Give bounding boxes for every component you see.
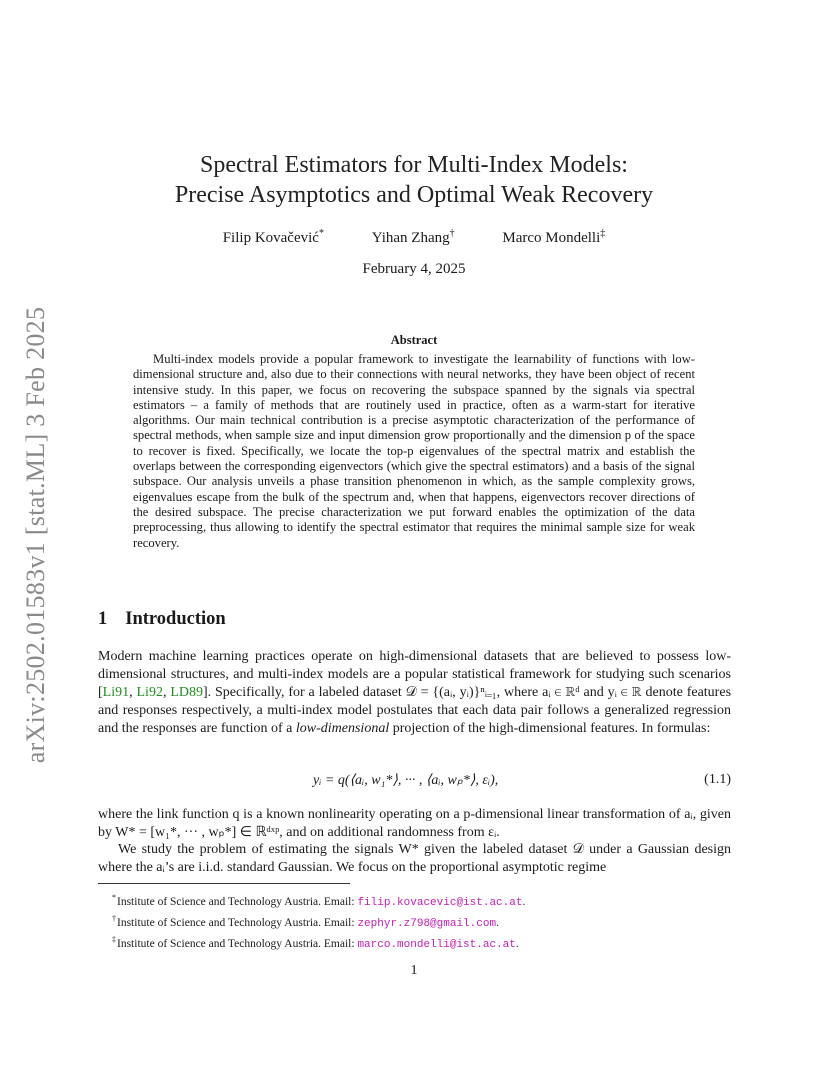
author-2 xyxy=(372,228,455,247)
emphasis-text: low-dimensional xyxy=(295,721,390,736)
footnote-mark: ‡ xyxy=(112,934,116,944)
footnotes xyxy=(112,890,525,952)
section-title: Introduction xyxy=(125,609,226,629)
email-link[interactable]: zephyr.z798@gmail.com xyxy=(357,917,497,930)
abstract-heading: Abstract xyxy=(390,333,438,347)
author-footnote-mark: ‡ xyxy=(600,228,606,239)
page-number: 1 xyxy=(410,963,418,978)
email-link[interactable]: filip.kovacevic@ist.ac.at xyxy=(357,896,523,909)
intro-paragraph-2: where the link function q is a known nonlinearity operating on a p-dimensional linear transformation of aᵢ, given by W* = [w₁*, ··· , wₚ*] ∈ ℝᵈˣᵖ, and on additional randomness from εᵢ. xyxy=(98,807,731,840)
footnote-end: . xyxy=(522,895,526,908)
email-link[interactable]: marco.mondelli@ist.ac.at xyxy=(357,938,516,951)
intro-text: Modern machine learning practices operate on high-dimensional datasets that are believed to possess low-dimensional structures, and multi-index models are a popular statistical framework for studying such scenarios [ xyxy=(98,649,731,700)
section-number: 1 xyxy=(98,609,108,629)
footnote-end: . xyxy=(496,916,499,929)
title-line-1: Spectral Estimators for Multi-Index Models: xyxy=(200,152,628,178)
equation-body: yᵢ = q(⟨aᵢ, w₁*⟩, ··· , ⟨aᵢ, wₚ*⟩, εᵢ), xyxy=(313,773,499,788)
author-1 xyxy=(223,228,324,247)
arxiv-sidebar xyxy=(4,290,68,780)
equation-1-1 xyxy=(0,772,828,792)
intro-text: projection of the high-dimensional features. In formulas: xyxy=(389,721,711,736)
intro-text: ]. Specifically, for a labeled dataset 𝒟 = {(aᵢ, yᵢ)}ⁿᵢ₌₁, where aᵢ ∈ ℝᵈ and yᵢ ∈ ℝ denote features and responses respectively, a multi-index model postulates that each data pair follows a generalized regression and the responses are function of a xyxy=(98,685,732,736)
footnote-mark: † xyxy=(112,913,116,923)
citation-link[interactable]: LD89 xyxy=(170,685,203,700)
arxiv-identifier: arXiv:2502.01583v1 [stat.ML] 3 Feb 2025 xyxy=(21,306,50,764)
abstract-text: Multi-index models provide a popular framework to investigate the learnability of functions with low-dimensional structure and, also due to their connections with neural networks, they have been object of recent intensive study. In this paper, we focus on recovering the subspace spanned by the signals via spectral estimators – a family of methods that are routinely used in practice, often as a warm-start for iterative algorithms. Our main technical contribution is a precise asymptotic characterization of the performance of spectral methods, when sample size and input dimension grow proportionally and the dimension p of the space to recover is fixed. Specifically, we locate the top-p eigenvalues of the spectral matrix and establish the overlaps between the corresponding eigenvectors (which give the spectral estimators) and a basis of the signal subspace. Our analysis unveils a phase transition phenomenon in which, as the sample complexity grows, eigenvalues escape from the bulk of the spectrum and, when that happens, eigenvectors recover directions of the desired subspace. The precise characterization we put forward enables the optimization of the data preprocessing, thus allowing to identify the spectral estimator that requires the minimal sample size for weak recovery. xyxy=(133,352,695,550)
citation-separator: , xyxy=(162,685,171,700)
footnote-end: . xyxy=(515,937,519,950)
footnote-divider xyxy=(98,883,350,884)
paper-title xyxy=(0,150,828,210)
intro-paragraph-3: We study the problem of estimating the signals W* given the labeled dataset 𝒟 under a Gaussian design where the aᵢ’s are i.i.d. standard Gaussian. We focus on the proportional asymptotic regime xyxy=(98,842,731,875)
footnote-1 xyxy=(112,890,525,911)
author-3 xyxy=(502,228,605,247)
footnote-mark: * xyxy=(112,893,116,902)
footnote-text: Institute of Science and Technology Austria. Email: xyxy=(117,895,358,908)
footnote-3 xyxy=(112,932,525,953)
citation-link[interactable]: Li92 xyxy=(136,685,163,700)
footnote-text: Institute of Science and Technology Austria. Email: xyxy=(117,937,358,950)
section-heading xyxy=(98,609,226,630)
author-list xyxy=(0,228,828,247)
citation-separator: , xyxy=(129,685,137,700)
author-name: Yihan Zhang xyxy=(371,230,450,246)
author-footnote-mark: † xyxy=(449,228,455,239)
equation-number: (1.1) xyxy=(704,772,731,787)
author-name: Filip Kovačević xyxy=(222,230,319,246)
author-footnote-mark: * xyxy=(318,228,324,239)
title-line-2: Precise Asymptotics and Optimal Weak Recovery xyxy=(174,182,654,208)
footnote-2 xyxy=(112,911,525,932)
author-name: Marco Mondelli xyxy=(502,230,601,246)
citation-link[interactable]: Li91 xyxy=(102,685,130,700)
footnote-text: Institute of Science and Technology Austria. Email: xyxy=(117,916,358,929)
paper-date: February 4, 2025 xyxy=(362,261,466,277)
intro-paragraph-1 xyxy=(98,648,731,738)
